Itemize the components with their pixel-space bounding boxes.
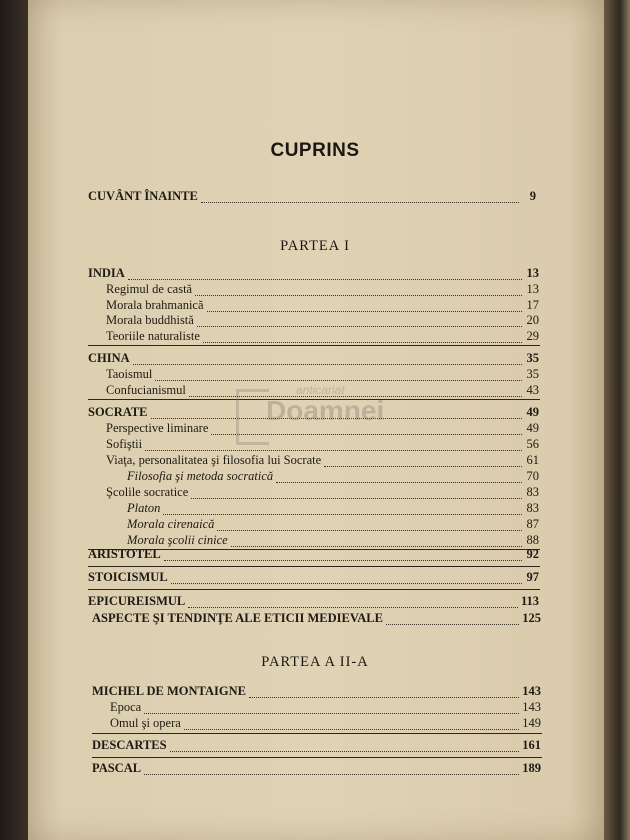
toc-epicureismul: EPICUREISMUL 113 xyxy=(88,594,539,608)
section-divider xyxy=(88,566,540,567)
toc-descartes: DESCARTES 161 xyxy=(92,738,541,752)
toc-subitem: Perspective liminare 49 xyxy=(106,421,539,435)
toc-page: 9 xyxy=(529,189,536,203)
toc-subitem: Morala cirenaică 87 xyxy=(127,517,539,531)
toc-subitem: Platon 83 xyxy=(127,501,539,515)
toc-subitem: Şcolile socratice 83 xyxy=(106,485,539,499)
toc-pascal: PASCAL 189 xyxy=(92,761,541,775)
toc-foreword xyxy=(88,188,536,204)
toc-subitem: Viaţa, personalitatea şi filosofia lui Socrate 61 xyxy=(106,453,539,467)
page-edge xyxy=(604,0,630,840)
toc-subitem: Filosofia şi metoda socratică 70 xyxy=(127,469,539,483)
toc-subitem: Regimul de castă 13 xyxy=(106,282,539,296)
toc-subitem: Morala brahmanică 17 xyxy=(106,298,539,312)
toc-montaigne: MICHEL DE MONTAIGNE 143 xyxy=(92,684,541,698)
toc-socrate: SOCRATE 49 xyxy=(88,405,539,419)
section-divider xyxy=(88,399,540,400)
toc-subitem: Omul şi opera 149 xyxy=(110,716,541,730)
toc-subitem: Morala buddhistă 20 xyxy=(106,313,539,327)
section-divider xyxy=(88,589,540,590)
part-heading-1: PARTEA I xyxy=(280,238,350,254)
toc-china: CHINA 35 xyxy=(88,351,539,365)
toc-aristotel: ARISTOTEL 92 xyxy=(88,547,539,561)
toc-stoicismul: STOICISMUL 97 xyxy=(88,570,539,584)
book-gutter xyxy=(0,0,28,840)
toc-subitem: Sofiştii 56 xyxy=(106,437,539,451)
toc-subitem: Taoismul 35 xyxy=(106,367,539,381)
part-heading-2: PARTEA A II-A xyxy=(261,654,369,670)
toc-subitem: Epoca 143 xyxy=(110,700,541,714)
section-divider xyxy=(92,733,542,734)
watermark-logo: anticariat Doamnei xyxy=(236,381,396,459)
toc-subitem: Confucianismul 43 xyxy=(106,383,539,397)
section-divider xyxy=(88,345,540,346)
toc-subitem: Teoriile naturaliste 29 xyxy=(106,329,539,343)
toc-subitem: Morala şcolii cinice 88 xyxy=(127,533,539,547)
section-divider xyxy=(92,757,542,758)
toc-medievale: ASPECTE ŞI TENDINŢE ALE ETICII MEDIEVALE 125 xyxy=(92,611,541,625)
toc-india: INDIA 13 xyxy=(88,266,539,280)
page-title: CUPRINS xyxy=(270,140,360,161)
toc-label: CUVÂNT ÎNAINTE xyxy=(88,189,198,203)
